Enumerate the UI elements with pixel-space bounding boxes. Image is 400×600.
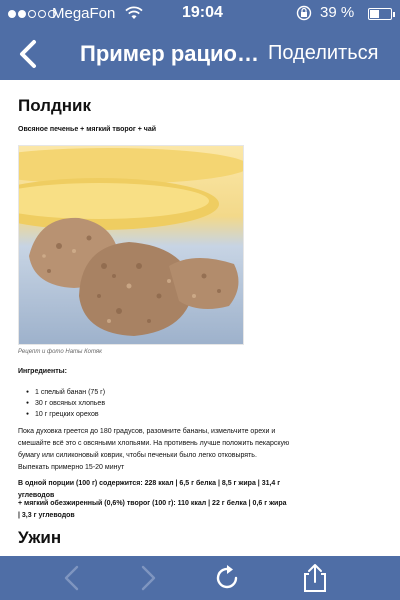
portion-nutrition: В одной порции (100 г) содержится: 228 ккал | 6,5 г белка | 8,5 г жира | 31,4 г углеводов [18, 480, 281, 499]
photo-caption: Рецепт и фото Наты Котяк [18, 349, 102, 355]
ingredients-list [26, 387, 105, 420]
carrier-name: MegaFon [52, 5, 116, 22]
ingredients-title: Ингредиенты: [18, 368, 67, 375]
chevron-left-icon[interactable] [14, 34, 44, 74]
cottage-cheese-nutrition: + мягкий обезжиренный (0,6%) творог (100 г): 110 ккал | 22 г белка | 0,6 г жира | 3,3 г углеводов [18, 500, 287, 519]
page-title: Пример рацио… [80, 41, 259, 66]
share-button[interactable]: Поделиться [268, 42, 379, 64]
battery-percent: 39 % [320, 4, 355, 21]
bottom-toolbar [0, 556, 400, 600]
recipe-photo [18, 145, 244, 345]
share-icon[interactable] [299, 562, 331, 594]
list-item: ● 10 г грецких орехов [26, 409, 105, 420]
reload-icon[interactable] [211, 562, 243, 594]
method-paragraph: Пока духовка греется до 180 градусов, разомните бананы, измельчите орехи и смешайте всё это с овсяными хлопьями. На противень лучше положить пекарскую бумагу или силиконовый коврик, чтобы печеньки было легко отковырять. Выпекать примерно 15-20 минут [18, 428, 290, 471]
list-item: ● 1 спелый банан (75 г) [26, 387, 105, 398]
rotation-lock-icon [296, 5, 312, 21]
meal-subtitle: Овсяное печенье + мягкий творог + чай [18, 126, 157, 133]
back-arrow-icon[interactable] [56, 562, 88, 594]
wifi-icon [125, 6, 143, 20]
clock: 19:04 [182, 4, 223, 21]
status-bar [0, 0, 400, 28]
next-section-heading: Ужин [18, 528, 62, 547]
signal-strength-icon [8, 10, 56, 18]
forward-arrow-icon[interactable] [132, 562, 164, 594]
list-item: ● 30 г овсяных хлопьев [26, 398, 105, 409]
navigation-bar [0, 28, 400, 80]
section-heading: Полдник [18, 96, 91, 115]
article-content [0, 80, 400, 556]
battery-icon [368, 8, 392, 20]
